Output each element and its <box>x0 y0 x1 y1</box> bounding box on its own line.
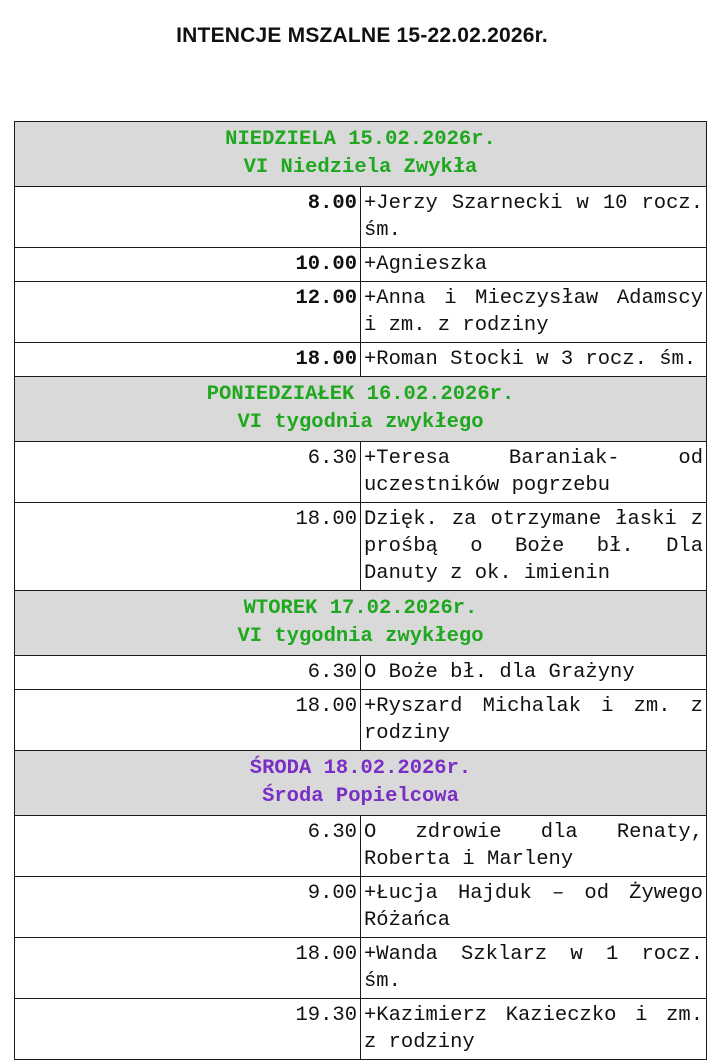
mass-time: 6.30 <box>15 656 361 690</box>
mass-intention: +Jerzy Szarnecki w 10 rocz. śm. <box>361 187 707 248</box>
day-header <box>15 591 707 656</box>
mass-intention: +Anna i Mieczysław Adamscy i zm. z rodziny <box>361 282 707 343</box>
mass-time: 6.30 <box>15 816 361 877</box>
mass-row <box>15 187 707 248</box>
day-name: ŚRODA 18.02.2026r. <box>249 757 472 780</box>
mass-time: 19.30 <box>15 999 361 1060</box>
mass-time: 18.00 <box>15 503 361 591</box>
day-header-cell <box>15 591 707 656</box>
mass-intention: O Boże bł. dla Grażyny <box>361 656 707 690</box>
mass-row <box>15 442 707 503</box>
day-description: VI Niedziela Zwykła <box>243 156 478 179</box>
mass-row <box>15 877 707 938</box>
intentions-table <box>14 121 707 1060</box>
day-description: VI tygodnia zwykłego <box>237 625 484 648</box>
mass-intention: +Roman Stocki w 3 rocz. śm. <box>361 343 707 377</box>
day-header-cell <box>15 377 707 442</box>
mass-row <box>15 248 707 282</box>
mass-time: 18.00 <box>15 343 361 377</box>
day-name: PONIEDZIAŁEK 16.02.2026r. <box>206 383 515 406</box>
mass-intention: +Agnieszka <box>361 248 707 282</box>
mass-intention: Dzięk. za otrzymane łaski z prośbą o Boże bł. Dla Danuty z ok. imienin <box>361 503 707 591</box>
mass-time: 12.00 <box>15 282 361 343</box>
mass-row <box>15 999 707 1060</box>
page-title: INTENCJE MSZALNE 15-22.02.2026r. <box>176 24 548 47</box>
day-description: Środa Popielcowa <box>262 785 459 808</box>
mass-intention: +Kazimierz Kazieczko i zm. z rodziny <box>361 999 707 1060</box>
mass-intention: O zdrowie dla Renaty, Roberta i Marleny <box>361 816 707 877</box>
mass-time: 6.30 <box>15 442 361 503</box>
mass-time: 8.00 <box>15 187 361 248</box>
day-name: WTOREK 17.02.2026r. <box>243 597 478 620</box>
mass-time: 18.00 <box>15 938 361 999</box>
mass-row <box>15 690 707 751</box>
mass-time: 9.00 <box>15 877 361 938</box>
mass-intention: +Ryszard Michalak i zm. z rodziny <box>361 690 707 751</box>
mass-row <box>15 343 707 377</box>
day-header <box>15 377 707 442</box>
mass-intention: +Teresa Baraniak- od uczestników pogrzebu <box>361 442 707 503</box>
day-description: VI tygodnia zwykłego <box>237 411 484 434</box>
mass-row <box>15 503 707 591</box>
mass-intention: +Łucja Hajduk – od Żywego Różańca <box>361 877 707 938</box>
mass-time: 18.00 <box>15 690 361 751</box>
day-header <box>15 122 707 187</box>
mass-row <box>15 938 707 999</box>
day-name: NIEDZIELA 15.02.2026r. <box>225 128 496 151</box>
mass-row <box>15 816 707 877</box>
day-header <box>15 751 707 816</box>
mass-intention: +Wanda Szklarz w 1 rocz. śm. <box>361 938 707 999</box>
mass-row <box>15 282 707 343</box>
mass-time: 10.00 <box>15 248 361 282</box>
day-header-cell <box>15 122 707 187</box>
day-header-cell <box>15 751 707 816</box>
mass-row <box>15 656 707 690</box>
